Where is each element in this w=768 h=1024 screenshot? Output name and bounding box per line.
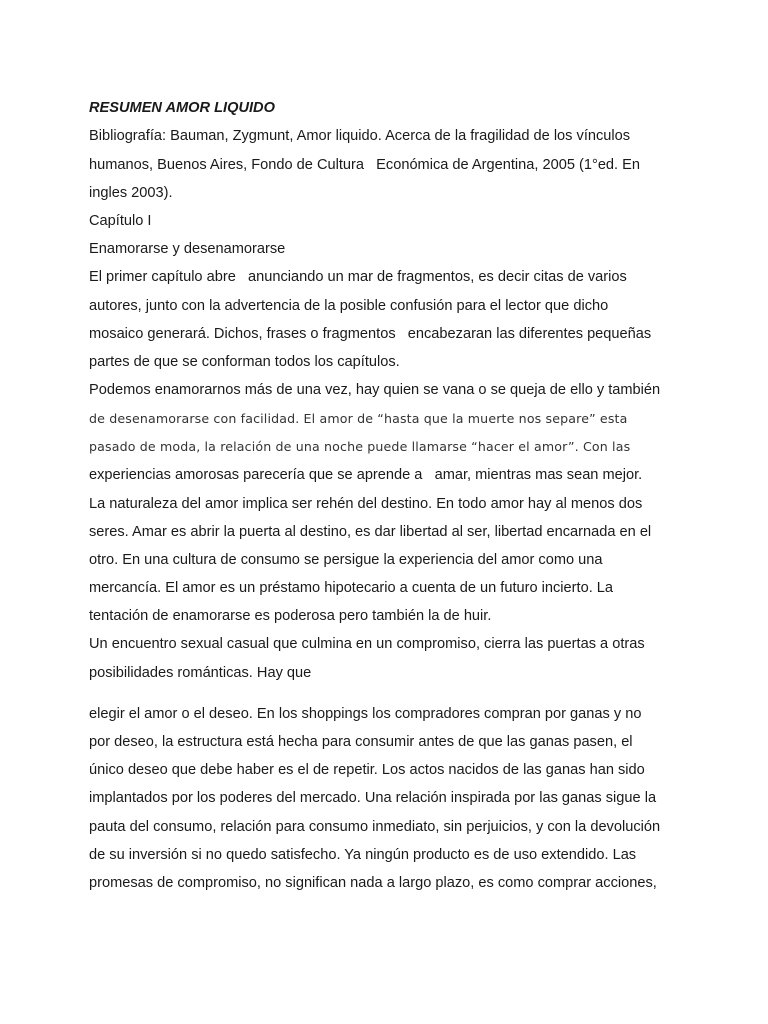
text-line: Bibliografía: Bauman, Zygmunt, Amor liquido. Acerca de la fragilidad de los vínculos bbox=[89, 128, 631, 144]
text-line: elegir el amor o el deseo. En los shoppings los compradores compran por ganas y no bbox=[89, 706, 642, 722]
chapter-subtitle: Enamorarse y desenamorarse bbox=[89, 241, 286, 257]
text-line: Podemos enamorarnos más de una vez, hay quien se vana o se queja de ello y también bbox=[89, 382, 661, 398]
text-line: de desenamorarse con facilidad. El amor de “hasta que la muerte nos separe” esta bbox=[89, 411, 628, 426]
text-line: La naturaleza del amor implica ser rehén del destino. En todo amor hay al menos dos bbox=[89, 496, 643, 512]
text-line: tentación de enamorarse es poderosa pero también la de huir. bbox=[89, 608, 492, 624]
text-line: por deseo, la estructura está hecha para consumir antes de que las ganas pasen, el bbox=[89, 734, 633, 750]
text-line: mercancía. El amor es un préstamo hipotecario a cuenta de un futuro incierto. La bbox=[89, 580, 614, 596]
text-line: experiencias amorosas parecería que se aprende a amar, mientras mas sean mejor. bbox=[89, 467, 643, 483]
text-line: pauta del consumo, relación para consumo inmediato, sin perjuicios, y con la devolución bbox=[89, 819, 661, 835]
text-line: El primer capítulo abre anunciando un mar de fragmentos, es decir citas de varios bbox=[89, 269, 627, 285]
text-line: implantados por los poderes del mercado. Una relación inspirada por las ganas sigue la bbox=[89, 790, 657, 806]
text-line: partes de que se conforman todos los capítulos. bbox=[89, 354, 400, 370]
chapter-heading: Capítulo I bbox=[89, 213, 152, 229]
document-title: RESUMEN AMOR LIQUIDO bbox=[89, 100, 275, 116]
text-line: pasado de moda, la relación de una noche puede llamarse “hacer el amor”. Con las bbox=[89, 439, 631, 454]
text-line: ingles 2003). bbox=[89, 185, 173, 201]
text-line: Un encuentro sexual casual que culmina en un compromiso, cierra las puertas a otras bbox=[89, 636, 645, 652]
text-line: único deseo que debe haber es el de repetir. Los actos nacidos de las ganas han sido bbox=[89, 762, 645, 778]
text-line: autores, junto con la advertencia de la posible confusión para el lector que dicho bbox=[89, 298, 609, 314]
text-line: mosaico generará. Dichos, frases o fragmentos encabezaran las diferentes pequeñas bbox=[89, 326, 652, 342]
text-line: otro. En una cultura de consumo se persigue la experiencia del amor como una bbox=[89, 552, 603, 568]
text-line: humanos, Buenos Aires, Fondo de Cultura Económica de Argentina, 2005 (1°ed. En bbox=[89, 157, 641, 173]
text-line: posibilidades románticas. Hay que bbox=[89, 665, 312, 681]
text-line: seres. Amar es abrir la puerta al destino, es dar libertad al ser, libertad encarnada en el bbox=[89, 524, 652, 540]
text-line: promesas de compromiso, no significan nada a largo plazo, es como comprar acciones, bbox=[89, 875, 657, 891]
text-line: de su inversión si no quedo satisfecho. Ya ningún producto es de uso extendido. Las bbox=[89, 847, 637, 863]
